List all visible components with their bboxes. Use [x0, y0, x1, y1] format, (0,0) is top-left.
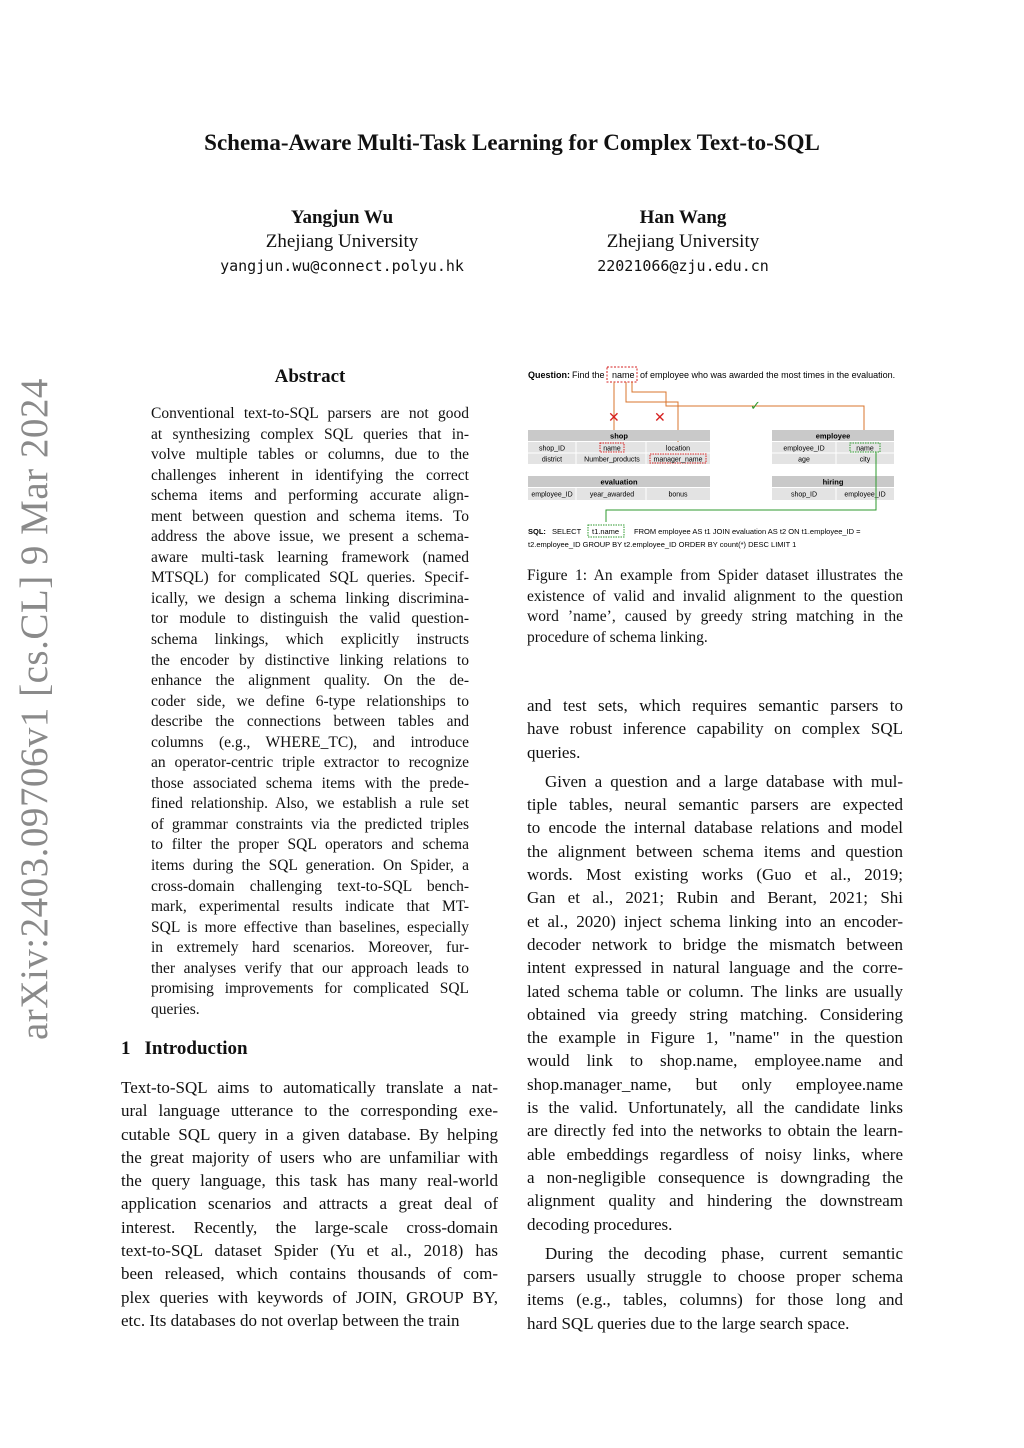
intro-right-column [527, 694, 903, 1335]
intro-line: Gan et al., 2021; Rubin and Berant, 2021; Shi [527, 888, 903, 908]
figure-1-caption [527, 566, 903, 648]
abstract-heading: Abstract [274, 366, 346, 387]
abstract-line: in extremely hard scenarios. Moreover, fur- [151, 939, 469, 957]
intro-line: text-to-SQL dataset Spider (Yu et al., 2018) has [121, 1241, 498, 1261]
abstract-line: items during the SQL generation. On Spider, a [151, 857, 469, 875]
intro-line: decoding procedures. [527, 1214, 673, 1234]
intro-line: have robust inference capability on complex SQL [527, 719, 903, 739]
abstract-line: queries. [151, 1000, 200, 1018]
question-suffix: of employee who was awarded the most times in the evaluation. [640, 370, 896, 380]
abstract-line: tor module to distinguish the valid question- [151, 610, 469, 628]
intro-line: During the decoding phase, current semantic [545, 1243, 903, 1263]
link-employee-name [632, 382, 864, 436]
intro-line: to encode the internal database relations and model [527, 818, 903, 838]
intro-line: the query language, this task has many real-world [121, 1171, 498, 1191]
intro-line: items (e.g., tables, columns) for those long and [527, 1290, 903, 1310]
abstract-line: ther analyses verify that our approach leads to [151, 959, 469, 977]
sql-rest-line1: FROM employee AS t1 JOIN evaluation AS t2 ON t1.employee_ID = [634, 527, 861, 536]
abstract-line: Conventional text-to-SQL parsers are not good [151, 405, 469, 422]
intro-line: would link to shop.name, employee.name and [527, 1051, 903, 1071]
intro-line: queries. [527, 742, 581, 762]
intro-line: cutable SQL query in a given database. By helping [121, 1124, 498, 1144]
abstract-line: challenges inherent in identifying the correct [151, 466, 469, 484]
figure-1 [526, 362, 906, 552]
cell-employee-city: city [859, 456, 871, 464]
cell-shop-district: district [541, 456, 563, 464]
abstract-line: enhance the alignment quality. On the de- [151, 672, 469, 690]
caption-line: existence of valid and invalid alignment to the question [527, 587, 903, 605]
caption-line: word ’name’, caused by greedy string matching in the [527, 608, 903, 626]
cell-employee-age: age [798, 456, 810, 464]
abstract-line: MTSQL) for complicated SQL queries. Specif- [151, 569, 469, 587]
cell-evaluation-bonus: bonus [668, 491, 688, 499]
author-name: Yangjun Wu [290, 207, 394, 228]
invalid-mark-icon: ✕ [608, 409, 620, 425]
abstract-line: address the above issue, we present a schema- [151, 528, 469, 546]
section-number: 1 [121, 1038, 131, 1059]
intro-line: words. Most existing works (Guo et al., 2019; [527, 865, 903, 885]
abstract-body [151, 404, 469, 1020]
author-affiliation: Zhejiang University [606, 231, 760, 252]
abstract-line: mark, experimental results indicate that MT- [151, 898, 469, 916]
intro-line: parsers usually struggle to choose proper schema [527, 1267, 903, 1287]
intro-line: the example in Figure 1, "name" in the question [527, 1028, 903, 1048]
table-title-shop: shop [610, 431, 628, 441]
question-word: name [612, 370, 635, 380]
intro-line: alignment quality and hindering the downstream [527, 1191, 903, 1211]
caption-line: Figure 1: An example from Spider dataset illustrates the [527, 567, 903, 584]
cell-shop-location: location [665, 445, 691, 453]
intro-line: tiple tables, neural semantic parsers are expected [527, 795, 903, 815]
abstract-line: aware multi-task learning framework (named [151, 548, 469, 566]
question-label: Question: [528, 370, 570, 380]
intro-line: lated schema table or column. The links are usually [527, 981, 903, 1001]
abstract-line: schema linkings, which explicitly instructs [151, 631, 469, 649]
intro-line: been released, which contains thousands of com- [121, 1264, 498, 1284]
cell-hiring-shop-id: shop_ID [790, 491, 818, 499]
intro-line: etc. Its databases do not overlap between the train [121, 1310, 460, 1330]
intro-line: are directly fed into the networks to obtain the learn- [527, 1121, 903, 1141]
abstract-line: ment between question and schema items. To [151, 507, 469, 525]
abstract-line: coder side, we define 6-type relationships to [151, 692, 469, 710]
abstract-line: at synthesizing complex SQL queries that in- [151, 425, 469, 443]
abstract-line: ically, we design a schema linking discrimina- [151, 589, 469, 607]
cell-shop-name: name [603, 445, 621, 453]
abstract-line: describe the connections between tables and [151, 713, 469, 731]
intro-line: shop.manager_name, but only employee.name [527, 1074, 903, 1094]
author-block-1 [192, 206, 492, 278]
intro-left-column [121, 1076, 498, 1332]
abstract-line: the encoder by distinctive linking relations to [151, 651, 469, 669]
cell-employee-id: employee_ID [783, 445, 825, 453]
question-prefix: Find the [572, 370, 605, 380]
intro-line: the great majority of users who are unfamiliar with [121, 1147, 498, 1167]
abstract-line: those associated schema items with the prede- [151, 774, 469, 792]
abstract-line: fined relationship. Also, we establish a rule set [151, 795, 469, 813]
author-name: Han Wang [639, 207, 727, 228]
abstract-line: schema items and performing accurate align- [151, 487, 469, 505]
intro-line: decoder network to bridge the mismatch between [527, 934, 903, 954]
invalid-mark-icon: ✕ [654, 409, 666, 425]
intro-line: interest. Recently, the large-scale cross-domain [121, 1217, 498, 1237]
intro-line: ural language utterance to the corresponding exe- [121, 1101, 498, 1121]
intro-line: obtained via greedy string matching. Considering [527, 1004, 903, 1024]
intro-line: and test sets, which requires semantic parsers to [527, 696, 903, 715]
author-affiliation: Zhejiang University [265, 231, 419, 252]
sql-select: SELECT [552, 527, 582, 536]
cell-shop-id: shop_ID [538, 445, 566, 453]
table-title-evaluation: evaluation [600, 477, 638, 487]
intro-line: et al., 2020) inject schema linking into an encoder- [527, 911, 903, 931]
figure-1-diagram [526, 362, 906, 552]
section-title: Introduction [144, 1038, 248, 1059]
abstract-line: SQL is more effective than baselines, especially [151, 918, 469, 936]
cell-evaluation-year-awarded: year_awarded [589, 491, 635, 499]
intro-line: hard SQL queries due to the large search space. [527, 1313, 850, 1333]
caption-line: procedure of schema linking. [527, 628, 708, 646]
abstract-line: an operator-centric triple extractor to recognize [151, 754, 469, 772]
cell-hiring-employee-id: employee_ID [844, 491, 886, 499]
abstract-line: to filter the proper SQL operators and schema [151, 836, 469, 854]
intro-line: able embeddings regardless of noisy links, where [527, 1144, 903, 1164]
table-title-hiring: hiring [822, 477, 844, 487]
intro-line: plex queries with keywords of JOIN, GROUP BY, [121, 1287, 498, 1307]
intro-line: the alignment between schema items and question [527, 841, 903, 861]
abstract-line: promising improvements for complicated SQL [151, 980, 469, 998]
intro-line: application scenarios and attracts a great deal of [121, 1194, 498, 1214]
abstract-line: of grammar constraints via the predicted triples [151, 815, 469, 833]
table-title-employee: employee [815, 431, 851, 441]
abstract-line: cross-domain challenging text-to-SQL bench- [151, 877, 469, 895]
intro-line: intent expressed in natural language and the corre- [527, 958, 903, 978]
cell-evaluation-employee-id: employee_ID [531, 491, 573, 499]
intro-line: is the valid. Unfortunately, all the candidate links [527, 1098, 903, 1118]
cell-shop-number-products: Number_products [584, 456, 640, 464]
author-email[interactable]: yangjun.wu@connect.polyu.hk [220, 257, 464, 275]
section-heading [121, 1038, 248, 1060]
sql-rest-line2: t2.employee_ID GROUP BY t2.employee_ID ORDER BY count(*) DESC LIMIT 1 [528, 540, 797, 549]
abstract-line: columns (e.g., WHERE_TC), and introduce [151, 733, 469, 751]
sql-label: SQL: [528, 527, 546, 536]
arxiv-identifier: arXiv:2403.09706v1 [cs.CL] 9 Mar 2024 [13, 378, 56, 1040]
valid-check-icon: ✓ [750, 398, 761, 413]
sql-column: t1.name [592, 527, 620, 536]
cell-employee-name: name [856, 445, 874, 453]
abstract-line: volve multiple tables or columns, due to the [151, 446, 469, 464]
intro-line: a non-negligible consequence is downgrading the [527, 1167, 903, 1187]
author-block-2 [533, 206, 833, 278]
intro-line: Text-to-SQL aims to automatically translate a nat- [121, 1078, 498, 1097]
cell-shop-manager-name: manager_name [653, 456, 703, 464]
paper-title: Schema-Aware Multi-Task Learning for Complex Text-to-SQL [204, 130, 820, 155]
intro-line: Given a question and a large database with mul- [545, 771, 903, 791]
author-email[interactable]: 22021066@zju.edu.cn [597, 257, 769, 275]
